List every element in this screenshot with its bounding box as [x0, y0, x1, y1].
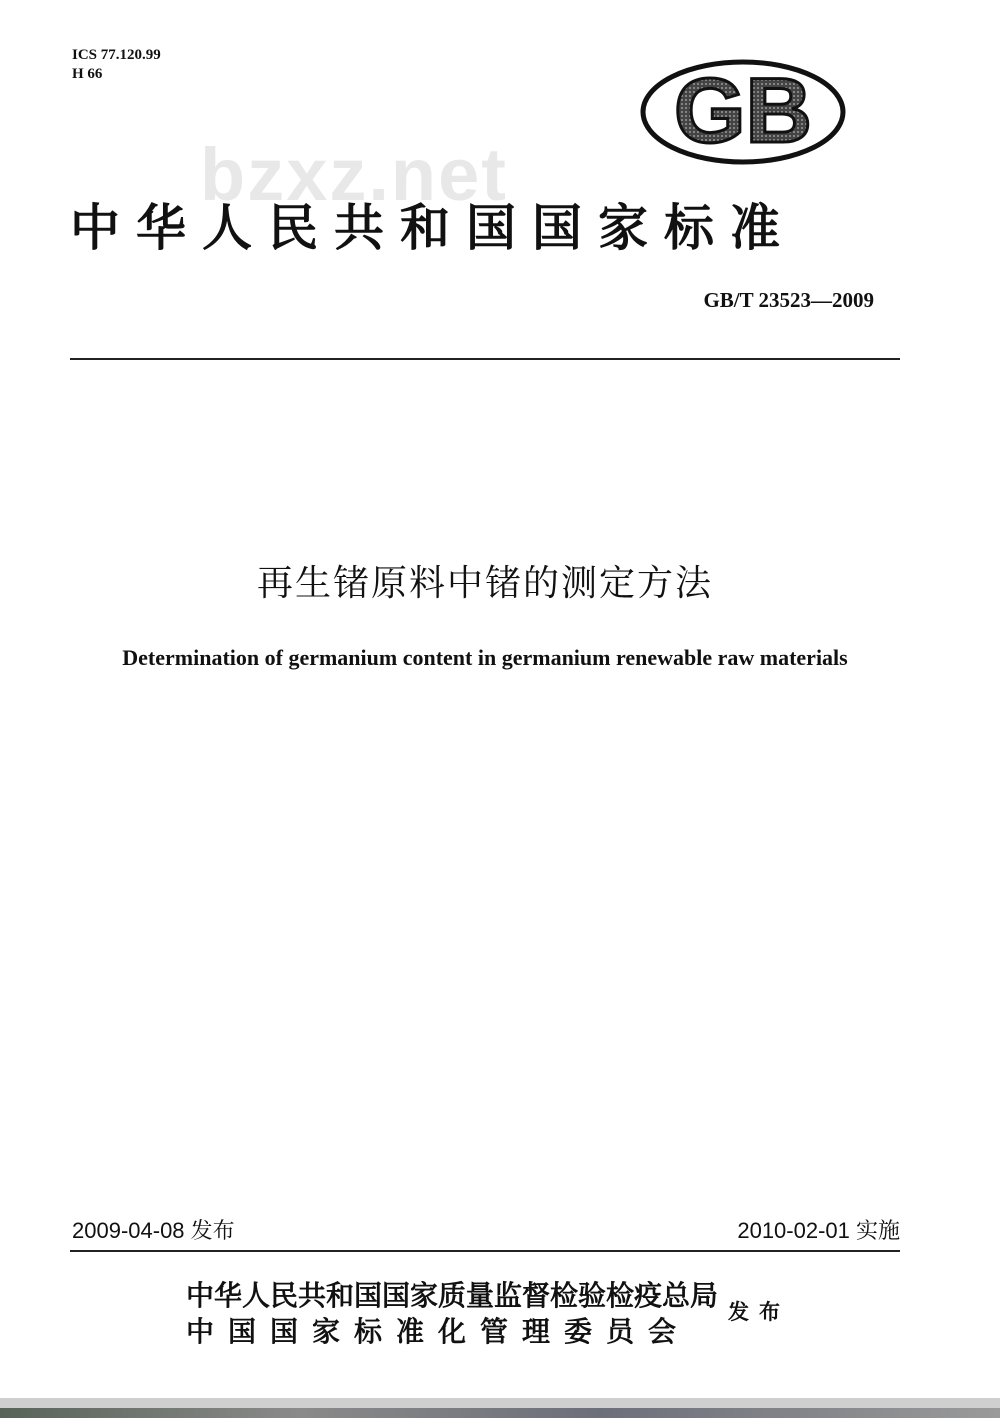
- english-title: Determination of germanium content in germanium renewable raw materials: [122, 645, 848, 670]
- standard-number: GB/T 23523—2009: [703, 288, 874, 312]
- header-divider: [70, 358, 900, 360]
- gb-logo-text: GB: [674, 60, 812, 162]
- publish-label: 发布: [728, 1300, 790, 1324]
- issuer-aqsiq: 中华人民共和国国家质量监督检验检疫总局: [186, 1279, 719, 1312]
- watermark: bzxz.net: [200, 133, 508, 216]
- footer-divider: [70, 1250, 900, 1252]
- effective-date: 2010-02-01 实施: [737, 1218, 900, 1243]
- national-standard-title: 中华人民共和国国家标准: [70, 199, 796, 257]
- issuing-authorities: [186, 1278, 718, 1350]
- chinese-title: 再生锗原料中锗的测定方法: [256, 563, 713, 604]
- classification-codes: [72, 46, 161, 84]
- gb-logo: [640, 58, 846, 166]
- issuer-sac: 中国国家标准化管理委员会: [186, 1315, 691, 1348]
- ics-code: ICS 77.120.99: [72, 47, 161, 63]
- scan-edge-strip: [0, 1398, 1000, 1418]
- issue-date: 2009-04-08 发布: [72, 1218, 235, 1243]
- ccs-code: H 66: [72, 66, 103, 82]
